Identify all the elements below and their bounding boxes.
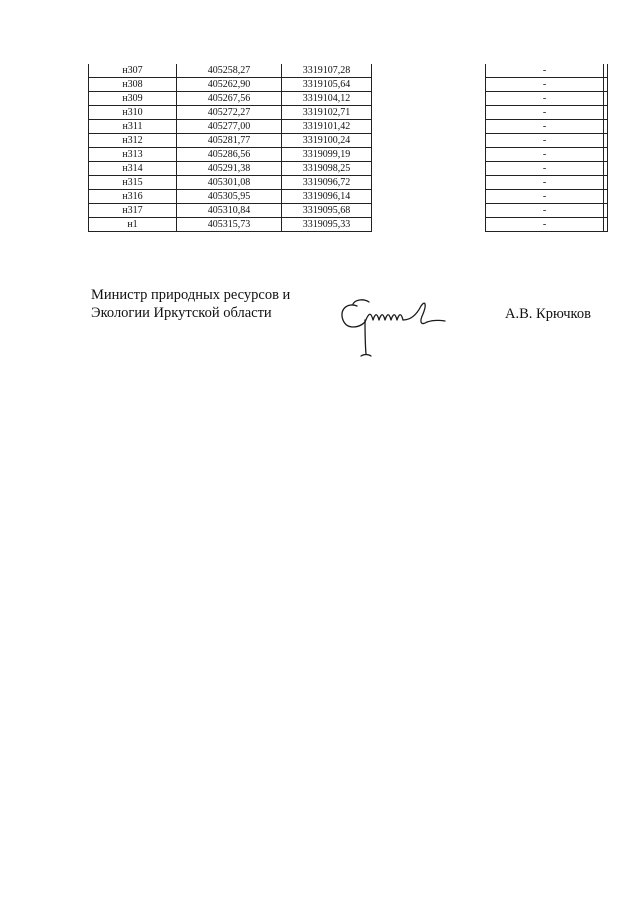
point-cell: н310 <box>89 106 177 120</box>
x-coordinate-cell: 405277,00 <box>177 120 282 134</box>
x-coordinate-cell: 405310,84 <box>177 204 282 218</box>
extra-value-cell: - <box>486 162 604 176</box>
x-coordinate-cell: 405258,27 <box>177 64 282 78</box>
x-coordinate-cell: 405301,08 <box>177 176 282 190</box>
extra-value-cell: - <box>486 120 604 134</box>
y-coordinate-cell: 3319107,28 <box>282 64 372 78</box>
extra-value-cell: - <box>486 134 604 148</box>
point-cell: н314 <box>89 162 177 176</box>
edge-cell <box>604 64 608 78</box>
table-row <box>89 78 608 92</box>
edge-cell <box>604 148 608 162</box>
y-coordinate-cell: 3319096,14 <box>282 190 372 204</box>
edge-cell <box>604 120 608 134</box>
table-row <box>89 204 608 218</box>
x-coordinate-cell: 405262,90 <box>177 78 282 92</box>
coordinates-table <box>88 64 608 232</box>
blank-cell <box>372 92 486 106</box>
x-coordinate-cell: 405281,77 <box>177 134 282 148</box>
point-cell: н313 <box>89 148 177 162</box>
edge-cell <box>604 176 608 190</box>
point-cell: н316 <box>89 190 177 204</box>
blank-cell <box>372 218 486 232</box>
table-row <box>89 162 608 176</box>
edge-cell <box>604 218 608 232</box>
edge-cell <box>604 162 608 176</box>
x-coordinate-cell: 405286,56 <box>177 148 282 162</box>
y-coordinate-cell: 3319101,42 <box>282 120 372 134</box>
y-coordinate-cell: 3319095,33 <box>282 218 372 232</box>
signatory-name: А.В. Крючков <box>505 306 591 322</box>
y-coordinate-cell: 3319105,64 <box>282 78 372 92</box>
point-cell: н311 <box>89 120 177 134</box>
table-row <box>89 134 608 148</box>
table-row <box>89 218 608 232</box>
table-row <box>89 106 608 120</box>
point-cell: н308 <box>89 78 177 92</box>
edge-cell <box>604 78 608 92</box>
point-cell: н1 <box>89 218 177 232</box>
y-coordinate-cell: 3319096,72 <box>282 176 372 190</box>
x-coordinate-cell: 405272,27 <box>177 106 282 120</box>
table-row <box>89 148 608 162</box>
edge-cell <box>604 190 608 204</box>
point-cell: н312 <box>89 134 177 148</box>
extra-value-cell: - <box>486 106 604 120</box>
extra-value-cell: - <box>486 64 604 78</box>
blank-cell <box>372 162 486 176</box>
extra-value-cell: - <box>486 78 604 92</box>
edge-cell <box>604 204 608 218</box>
y-coordinate-cell: 3319098,25 <box>282 162 372 176</box>
blank-cell <box>372 78 486 92</box>
extra-value-cell: - <box>486 204 604 218</box>
extra-value-cell: - <box>486 190 604 204</box>
table-row <box>89 190 608 204</box>
y-coordinate-cell: 3319104,12 <box>282 92 372 106</box>
extra-value-cell: - <box>486 176 604 190</box>
blank-cell <box>372 134 486 148</box>
x-coordinate-cell: 405305,95 <box>177 190 282 204</box>
point-cell: н315 <box>89 176 177 190</box>
y-coordinate-cell: 3319102,71 <box>282 106 372 120</box>
signatory-title <box>91 286 290 322</box>
table-row <box>89 120 608 134</box>
coordinates-table-body <box>89 64 608 232</box>
blank-cell <box>372 106 486 120</box>
table-row <box>89 176 608 190</box>
x-coordinate-cell: 405291,38 <box>177 162 282 176</box>
x-coordinate-cell: 405267,56 <box>177 92 282 106</box>
blank-cell <box>372 204 486 218</box>
blank-cell <box>372 190 486 204</box>
edge-cell <box>604 106 608 120</box>
edge-cell <box>604 134 608 148</box>
extra-value-cell: - <box>486 218 604 232</box>
blank-cell <box>372 120 486 134</box>
signatory-title-line1: Министр природных ресурсов и <box>91 287 291 303</box>
table-row <box>89 92 608 106</box>
point-cell: н317 <box>89 204 177 218</box>
table-row <box>89 64 608 78</box>
y-coordinate-cell: 3319099,19 <box>282 148 372 162</box>
handwritten-signature <box>335 290 450 360</box>
y-coordinate-cell: 3319095,68 <box>282 204 372 218</box>
point-cell: н307 <box>89 64 177 78</box>
extra-value-cell: - <box>486 148 604 162</box>
x-coordinate-cell: 405315,73 <box>177 218 282 232</box>
point-cell: н309 <box>89 92 177 106</box>
blank-cell <box>372 148 486 162</box>
blank-cell <box>372 176 486 190</box>
y-coordinate-cell: 3319100,24 <box>282 134 372 148</box>
signatory-title-line2: Экологии Иркутской области <box>91 305 272 321</box>
blank-cell <box>372 64 486 78</box>
extra-value-cell: - <box>486 92 604 106</box>
edge-cell <box>604 92 608 106</box>
